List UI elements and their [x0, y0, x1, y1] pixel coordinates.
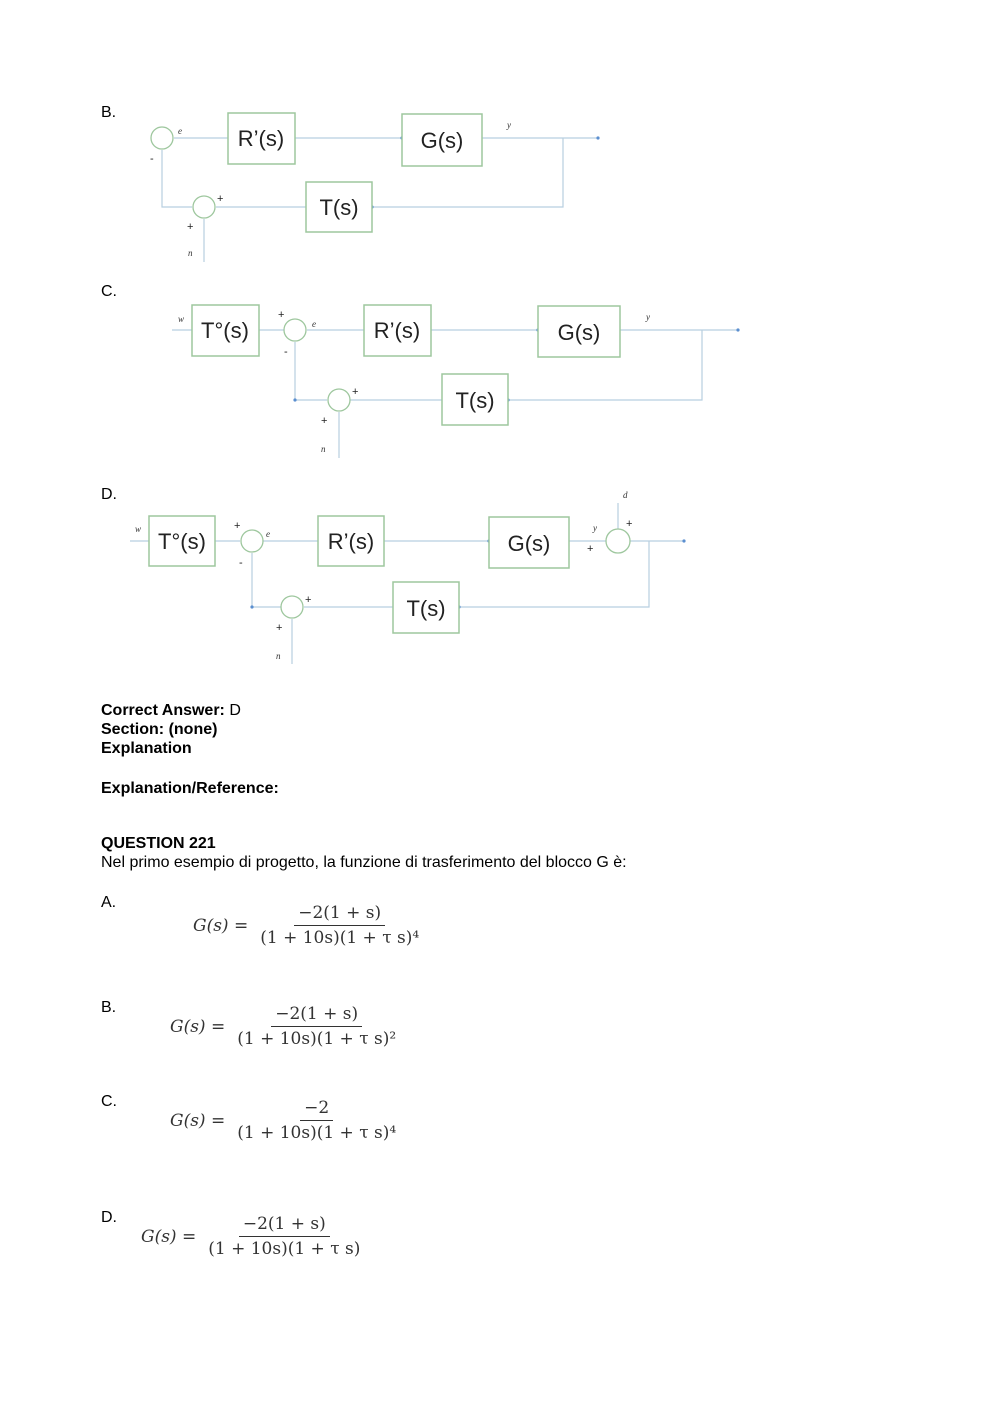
formula-lhs: G(s) =	[170, 1016, 226, 1037]
summing-junction	[151, 127, 173, 149]
minus-sign: -	[239, 557, 243, 569]
signal-e: e	[178, 126, 182, 136]
g-block-label: G(s)	[557, 320, 601, 345]
answer-block	[101, 701, 241, 758]
option-a-label: A.	[101, 894, 117, 911]
signal-y: y	[593, 523, 597, 533]
minus-sign: -	[150, 153, 154, 165]
formula-numerator: −2(1 + s)	[271, 1004, 362, 1027]
formula-denominator: (1 + 10s)(1 + τ s)⁴	[237, 1123, 397, 1143]
summing-junction	[284, 319, 306, 341]
formula-numerator: −2(1 + s)	[294, 903, 385, 926]
g-block-label: G(s)	[420, 128, 464, 153]
to-block-label: T°(s)	[201, 318, 249, 343]
option-b-label: B.	[101, 999, 117, 1016]
t-block-label: T(s)	[406, 596, 446, 621]
minus-sign: -	[284, 346, 288, 358]
formula-denominator: (1 + 10s)(1 + τ s)²	[237, 1029, 397, 1049]
plus-sign: +	[352, 386, 359, 398]
plus-sign: +	[587, 543, 594, 555]
formula-numerator: −2(1 + s)	[239, 1214, 330, 1237]
summing-junction	[606, 529, 630, 553]
reference-heading: Explanation/Reference:	[101, 780, 279, 797]
formula-a	[193, 903, 423, 948]
section-line: Section: (none)	[101, 721, 218, 738]
diagram-c	[172, 305, 740, 458]
g-block-label: G(s)	[507, 531, 551, 556]
formula-b	[170, 1004, 400, 1049]
signal-y: y	[646, 312, 650, 322]
block-diagrams	[0, 0, 1000, 700]
r-block-label: R’(s)	[237, 126, 285, 151]
signal-d: d	[623, 490, 628, 500]
question-title: QUESTION 221	[101, 835, 216, 852]
signal-e: e	[312, 319, 316, 329]
signal-y: y	[507, 120, 511, 130]
formula-lhs: G(s) =	[170, 1110, 226, 1131]
plus-sign: +	[626, 518, 633, 530]
formula-c	[170, 1098, 400, 1143]
option-d-label: D.	[101, 486, 117, 503]
signal-w: w	[178, 314, 185, 324]
t-block-label: T(s)	[319, 195, 359, 220]
r-block-label: R’(s)	[327, 529, 375, 554]
formula-d	[141, 1214, 364, 1259]
option-b-label: B.	[101, 104, 117, 121]
formula-numerator: −2	[300, 1098, 333, 1121]
r-block-label: R’(s)	[373, 318, 421, 343]
option-c-label: C.	[101, 1093, 117, 1110]
summing-junction	[193, 196, 215, 218]
signal-e: e	[266, 529, 270, 539]
formula-lhs: G(s) =	[141, 1226, 197, 1247]
plus-sign: +	[234, 520, 241, 532]
plus-sign: +	[217, 193, 224, 205]
t-block-label: T(s)	[455, 388, 495, 413]
plus-sign: +	[187, 221, 194, 233]
formula-denominator: (1 + 10s)(1 + τ s)	[208, 1239, 361, 1259]
plus-sign: +	[305, 594, 312, 606]
option-d-label: D.	[101, 1209, 117, 1226]
plus-sign: +	[321, 415, 328, 427]
plus-sign: +	[276, 622, 283, 634]
plus-sign: +	[278, 309, 285, 321]
diagram-b	[150, 113, 600, 262]
correct-answer-label: Correct Answer:	[101, 702, 225, 719]
to-block-label: T°(s)	[158, 529, 206, 554]
summing-junction	[281, 596, 303, 618]
explanation-heading: Explanation	[101, 740, 192, 757]
question-text: Nel primo esempio di progetto, la funzione di trasferimento del blocco G è:	[101, 854, 627, 871]
formula-denominator: (1 + 10s)(1 + τ s)⁴	[260, 928, 420, 948]
correct-answer-value: D	[229, 702, 241, 719]
signal-n: n	[188, 248, 193, 258]
option-c-label: C.	[101, 283, 117, 300]
signal-n: n	[276, 651, 281, 661]
reference-heading-wrap	[101, 779, 279, 798]
diagram-d	[130, 490, 686, 664]
summing-junction	[241, 530, 263, 552]
signal-w: w	[135, 524, 142, 534]
summing-junction	[328, 389, 350, 411]
formula-lhs: G(s) =	[193, 915, 249, 936]
signal-n: n	[321, 444, 326, 454]
